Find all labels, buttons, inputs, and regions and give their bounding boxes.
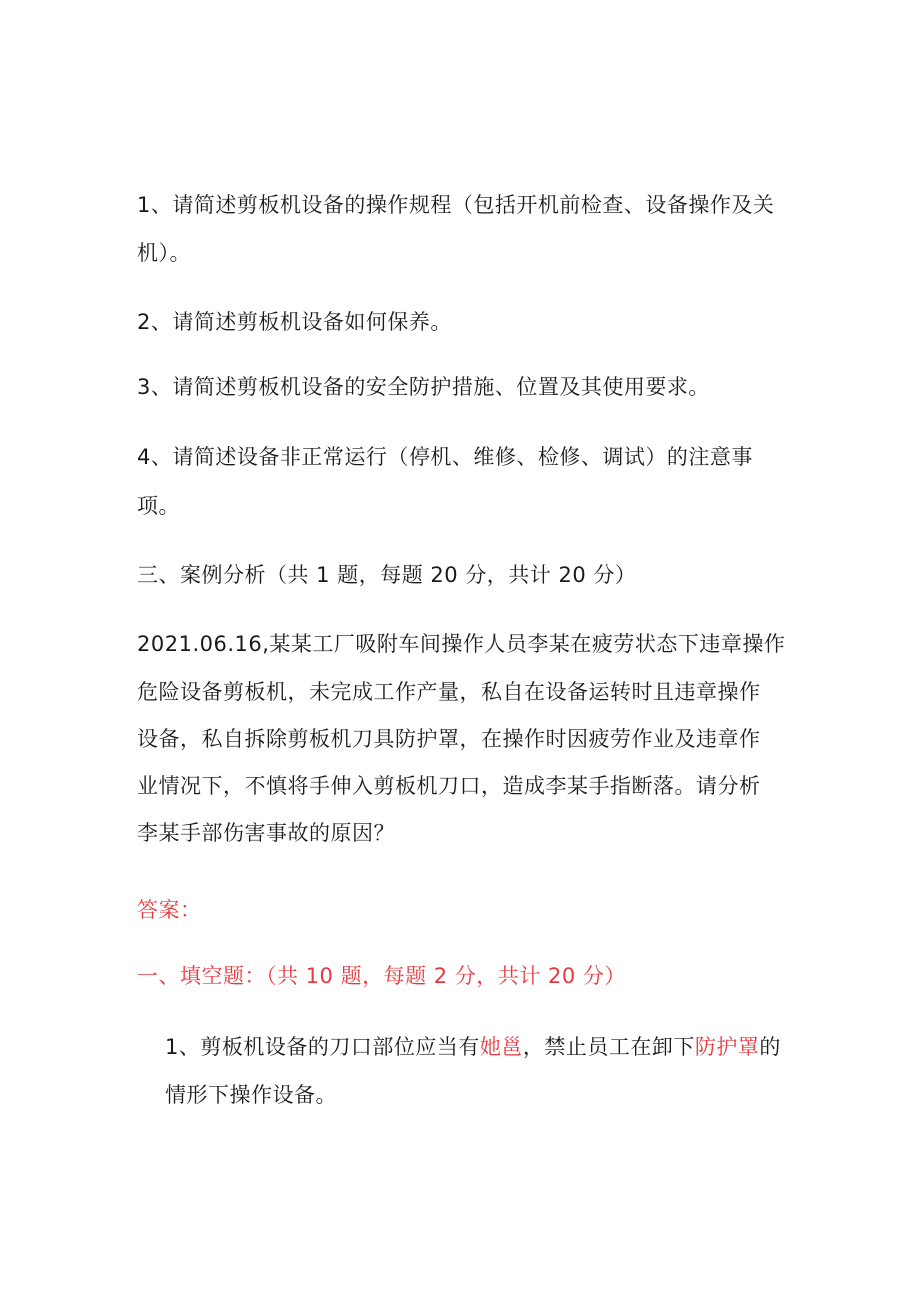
answer-item-1-suffix: 的	[759, 1035, 781, 1059]
question-3: 3、请简述剪板机设备的安全防护措施、位置及其使用要求。	[137, 375, 710, 399]
section-3-heading: 三、案例分析（共 1 题，每题 20 分，共计 20 分）	[137, 563, 637, 587]
answer-blank-2: 防护罩	[694, 1035, 760, 1059]
question-4-line-1: 4、请简述设备非正常运行（停机、维修、检修、调试）的注意事	[137, 445, 753, 469]
answer-item-1-line-2: 情形下操作设备。	[165, 1083, 337, 1107]
case-text-line-2: 危险设备剪板机，未完成工作产量，私自在设备运转时且违章操作	[137, 680, 761, 704]
case-text-line-3: 设备，私自拆除剪板机刀具防护罩，在操作时因疲劳作业及违章作	[137, 727, 761, 751]
question-1-line-2: 机）。	[137, 241, 191, 265]
answer-item-1-line-1	[165, 1035, 781, 1059]
question-2: 2、请简述剪板机设备如何保养。	[137, 310, 452, 334]
answer-blank-1: 她邕	[479, 1035, 523, 1059]
case-text-line-5: 李某手部伤害事故的原因？	[137, 821, 395, 845]
answer-item-1-prefix: 1、剪板机设备的刀口部位应当有	[165, 1035, 480, 1059]
answer-item-1-middle: ，禁止员工在卸下	[522, 1035, 695, 1059]
case-text-line-4: 业情况下，不慎将手伸入剪板机刀口，造成李某手指断落。请分析	[137, 774, 761, 798]
answers-section-1-heading: 一、填空题：（共 10 题，每题 2 分，共计 20 分）	[137, 964, 626, 988]
question-1-line-1: 1、请简述剪板机设备的操作规程（包括开机前检查、设备操作及关	[137, 193, 775, 217]
question-4-line-2: 项。	[137, 494, 180, 518]
answer-label: 答案：	[137, 898, 202, 922]
case-text-line-1: 2021.06.16,某某工厂吸附车间操作人员李某在疲劳状态下违章操作	[137, 632, 786, 656]
